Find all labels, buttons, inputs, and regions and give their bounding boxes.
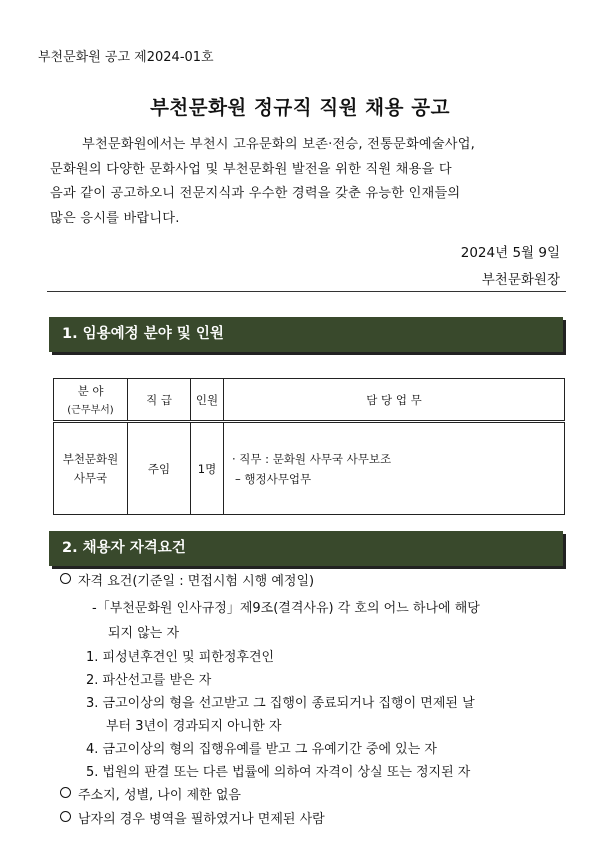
divider	[47, 291, 566, 292]
circle-bullet-icon	[60, 787, 71, 798]
intro-paragraph	[50, 133, 560, 231]
cell-count: 1명	[191, 422, 224, 515]
header-field	[54, 379, 128, 422]
header-field-label: 분 야	[77, 384, 104, 398]
announcement-date: 2024년 5월 9일	[460, 245, 560, 261]
table-row	[54, 422, 565, 515]
duty-line: – 행정사무업무	[235, 471, 312, 486]
circle-bullet-icon	[60, 573, 71, 584]
header-field-sub: (근무부서)	[67, 405, 114, 416]
intro-line: 음과 같이 공고하오니 전문지식과 우수한 경력을 갖춘 유능한 인재들의	[50, 186, 461, 201]
list-item: 되지 않는 자	[108, 626, 180, 641]
criteria-title: 자격 요건(기준일 : 면접시험 시행 예정일)	[78, 574, 315, 589]
document-number: 부천문화원 공고 제2024-01호	[38, 50, 214, 65]
list-item: 5. 법원의 판결 또는 다른 법률에 의하여 자격이 상실 또는 정지된 자	[86, 765, 471, 780]
header-count: 인원	[191, 379, 224, 422]
list-item	[60, 784, 241, 803]
cell-grade: 주임	[128, 422, 191, 515]
positions-table	[53, 378, 565, 515]
list-item	[60, 570, 314, 589]
intro-line: 문화원의 다양한 문화사업 및 부천문화원 발전을 위한 직원 채용을 다	[50, 161, 452, 177]
signer: 부천문화원장	[481, 272, 560, 288]
cell-field-line: 사무국	[73, 471, 108, 485]
cell-field	[54, 422, 128, 515]
page-title: 부천문화원 정규직 직원 채용 공고	[150, 96, 450, 119]
cell-field-line: 부천문화원	[62, 452, 119, 466]
intro-line: 부천문화원에서는 부천시 고유문화의 보존·전승, 전통문화예술사업,	[82, 137, 476, 152]
cell-duties	[224, 422, 565, 515]
list-item: -「부천문화원 인사규정」제9조(결격사유) 각 호의 어느 하나에 해당	[92, 601, 480, 616]
section-1-heading: 1. 임용예정 분야 및 인원	[49, 317, 563, 352]
intro-line: 많은 응시를 바랍니다.	[50, 210, 180, 226]
list-item: 2. 파산선고를 받은 자	[86, 673, 212, 688]
circle-bullet-icon	[60, 811, 71, 822]
section-2-heading: 2. 채용자 자격요건	[49, 531, 563, 566]
list-item: 4. 금고이상의 형의 집행유예를 받고 그 유예기간 중에 있는 자	[86, 742, 437, 757]
header-duties: 담 당 업 무	[224, 379, 565, 422]
header-grade: 직 급	[128, 379, 191, 422]
table-header-row	[54, 379, 565, 422]
list-item: 3. 금고이상의 형을 선고받고 그 집행이 종료되거나 집행이 면제된 날	[86, 696, 475, 711]
list-item: 1. 피성년후견인 및 피한정후견인	[86, 650, 275, 665]
list-item: 부터 3년이 경과되지 아니한 자	[106, 719, 282, 734]
list-item	[60, 808, 325, 827]
duty-line: · 직무 : 문화원 사무국 사무보조	[232, 451, 392, 466]
bullet-text: 주소지, 성별, 나이 제한 없음	[78, 788, 241, 803]
bullet-text: 남자의 경우 병역을 필하였거나 면제된 사람	[78, 812, 325, 827]
